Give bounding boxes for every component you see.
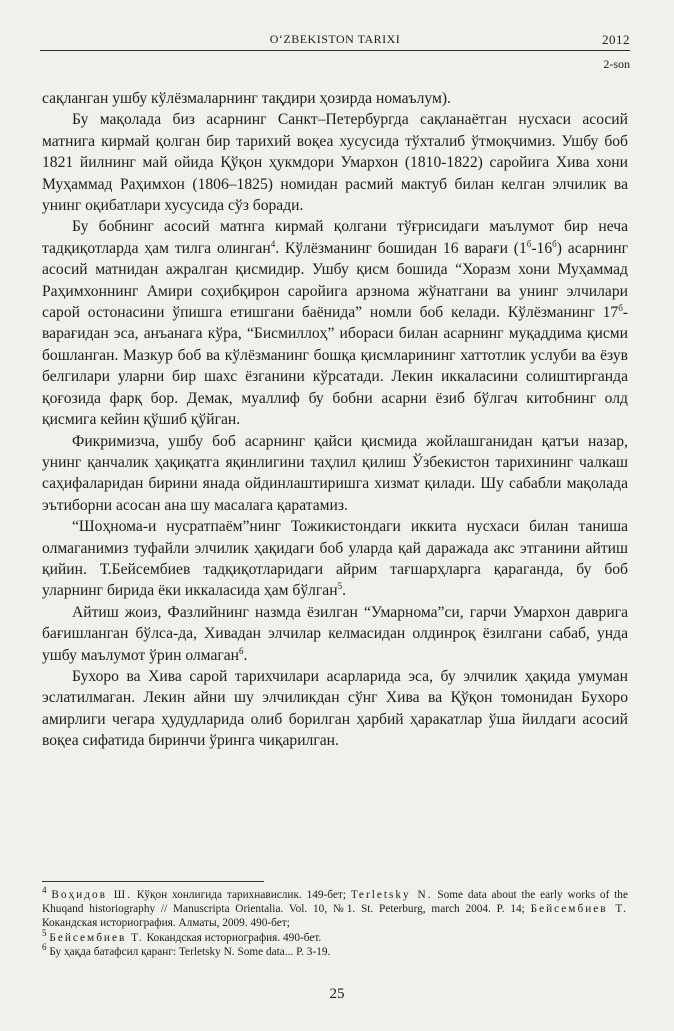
superscript-b-2: б — [552, 238, 557, 249]
paragraph-5 — [42, 516, 628, 602]
footnote-4-text-2: Some data about the early works of the Khuqand historiography // Manuscripta Orientalia. Vol. 10, №1. St. Peterburg, march 2004. P. 14; — [42, 889, 628, 916]
footnote-ref-6: 6 — [239, 645, 244, 656]
paragraph-2: Бу мақолада биз асарнинг Санкт–Петербургда сақланаётган нусхаси асосий матнига кирмай қолган бир тарихий воқеа хусусида тўхталиб ўтмоқчимиз. Ушбу боб 1821 йилнинг май ойида Қўқон ҳукмдори Умархон (1810-1822) саройига Хива хони Муҳаммад Раҳимхон (1806–1825) номидан расмий мактуб билан келган элчилик ва унинг оқибатлари хусусида сўз боради. — [42, 111, 628, 215]
journal-title: O‘ZBEKISTON TARIXI — [269, 32, 401, 46]
footnote-5 — [42, 927, 628, 945]
footnote-6 — [42, 942, 628, 959]
footnote-4-author-3: Бейсембиев Т. — [530, 903, 629, 916]
footnote-4-number: 4 — [42, 885, 47, 896]
paragraph-3-text-a: Бу бобнинг асосий матнга кирмай қолгани тўғрисидаги маълумот бир неча тадқиқотларда ҳам тилга олинган — [42, 218, 628, 257]
paragraph-3 — [42, 216, 628, 430]
paragraph-3-text-d: ) асарнинг асосий матнидан ажралган қисмидир. Ушбу қисм бошида “Хоразм хони Муҳаммад Раҳимхоннинг Амири соҳибқирон саройига арзнома жўнатгани ва унинг элчилари сарой остонасини ўпишга етишгани баёнида” номли боб келади. Кўлёзманинг 17 — [42, 239, 628, 322]
paragraph-5-text-a: “Шоҳнома-и нусратпаём”нинг Тожикистондаги иккита нусхаси билан таниша олмаганимиз туфайли элчилик ҳақидаги боб уларда қай даражада акс этганини айтиш қийин. Т.Бейсембиев тадқиқотларидаги айрим тағшарҳларга қараганда, бу боб уларнинг бирида ёки иккаласида ҳам бўлган — [42, 518, 628, 600]
issue-number: 2-son — [603, 57, 630, 71]
article-body — [42, 88, 628, 752]
footnote-ref-5: 5 — [337, 581, 343, 592]
paragraph-5-text-b: . — [342, 582, 346, 600]
footnote-4-author: Воҳидов Ш. — [51, 889, 132, 901]
footnote-4-text-3: Кокандская историография. Алматы, 2009. 490-бет; — [42, 917, 290, 930]
footnote-4-text-1: Кўқон хонлигида тарихнавислик. 149-бет; — [131, 889, 351, 901]
footnote-4 — [42, 885, 629, 931]
superscript-b-3: б — [618, 302, 623, 313]
running-header — [40, 30, 630, 50]
paragraph-3-text-c: -16 — [531, 239, 553, 257]
header-rule — [40, 50, 630, 51]
footnote-rule — [42, 881, 264, 882]
paragraph-3-text-b: . Кўлёзманинг бошидан 16 варағи (1 — [275, 239, 527, 257]
paragraph-3-text-e: -варағидан эса, анъанага кўра, “Бисмиллоҳ” ибораси билан асарнинг муқаддима қисми бошланган. Мазкур боб ва кўлёзманинг бошқа қисмларининг хаттотлик услуби ва ёзув белгилари уларни бир шахс ёзганини кўрсатади. Лекин иккаласини солиштирганда қоғозида фарқ бор. Демак, муаллиф бу бобни асарни ёзиб бўлгач китобнинг олд қисмига кейин қўшиб қўйган. — [42, 304, 628, 429]
footnote-6-text: Бу ҳақда батафсил қаранг: Terletsky N. Some data... P. 3-19. — [46, 945, 331, 958]
paragraph-6-text-a: Айтиш жоиз, Фазлийнинг назмда ёзилган “Умарнома”си, гарчи Умархон даврига бағишланган бўлса-да, Хивадан элчилар келмасидан олдинроқ ёзилгани сабаб, унда ушбу маълумот ўрин олмаган — [42, 603, 628, 664]
paragraph-7: Бухоро ва Хива сарой тарихчилари асарларида эса, бу элчилик ҳақида умуман эслатилмаган. Лекин айни шу элчиликдан сўнг Хива ва Қўқон томонидан Бухоро амирлиги чегара ҳудудларида олиб борилган ҳарбий ҳаракатлар ўша йилдаги асосий воқеа сифатида биринчи ўринга чиқарилган. — [42, 667, 628, 750]
footnotes — [42, 885, 629, 959]
paragraph-4: Фикримизча, ушбу боб асарнинг қайси қисмида жойлашганидан қатъи назар, унинг қанчалик ҳақиқатга яқинлигини таҳлил қилиш Ўзбекистон тарихининг чалкаш саҳифаларидан бирини янада ойдинлаштиришга хизмат қилади. Шу сабабли мақолада эътиборни асосан ана шу масалага қаратамиз. — [42, 432, 628, 514]
superscript-b-1: б — [526, 238, 532, 249]
journal-year: 2012 — [602, 32, 630, 47]
page-number: 25 — [329, 986, 345, 1002]
paragraph-6-text-b: . — [243, 646, 248, 664]
paragraph-6 — [42, 602, 628, 666]
footnote-5-author: Бейсембиев Т. — [49, 931, 144, 944]
footnote-5-text: Кокандская историография. 490-бет. — [143, 931, 322, 944]
footnote-4-author-2: Terletsky N. — [350, 889, 433, 901]
footnote-6-number: 6 — [42, 942, 47, 953]
paragraph-1: сақланган ушбу кўлёзмаларнинг тақдири ҳозирда номаълум). — [42, 90, 451, 107]
footnote-ref-4: 4 — [270, 238, 276, 249]
footnote-5-number: 5 — [42, 927, 47, 938]
